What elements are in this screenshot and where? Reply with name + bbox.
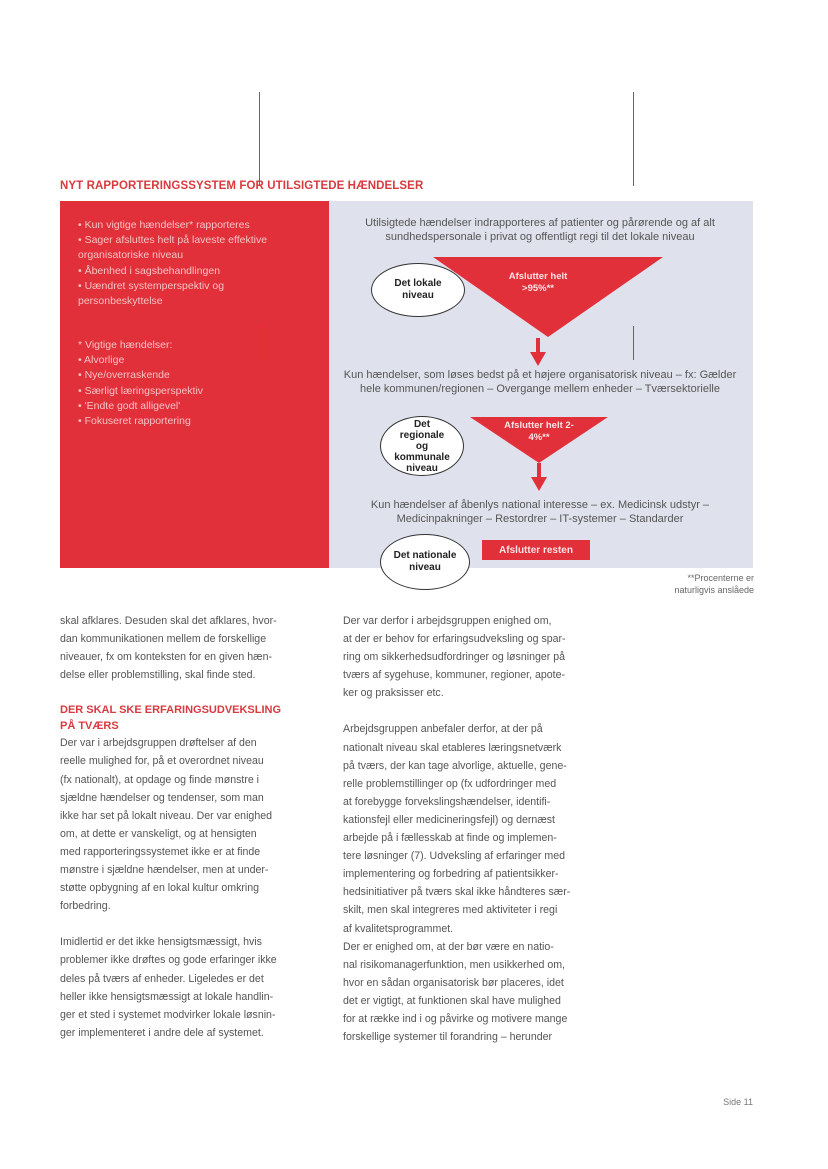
list-item: * Vigtige hændelser: (78, 339, 173, 351)
list-item: • Uændret systemperspektiv og (78, 279, 225, 292)
scan-line (633, 326, 634, 360)
paragraph: Der var i arbejdsgruppen drøftelser af den reelle mulighed for, på et overordnet niveau (fx nationalt), at opdage og finde mønstre i sjældne hændelser og tendenser, som man ikke har set på lokalt niveau. Der var enighed om, at dette er vanskeligt, og at hensigten med rapporteringssystemet ikke er at finde mønstre i sjældne hændelser, men at under- støtte opbygning af en lokal kultur omkring forbedring. (60, 737, 272, 913)
funnel-triangle-1 (433, 257, 663, 337)
section-heading: DER SKAL SKE ERFARINGSUDVEKSLING PÅ TVÆRS (60, 704, 282, 733)
page-number: Side 11 (723, 1097, 753, 1107)
principles-list (78, 218, 267, 309)
list-item: • 'Endte godt alligevel' (78, 399, 181, 412)
list-item: • Sager afsluttes helt på laveste effektive (78, 234, 268, 247)
list-item: • Alvorlige (78, 354, 125, 367)
list-item: personbeskyttelse (78, 295, 163, 308)
left-column (60, 612, 316, 1060)
level2-closes-label: Afslutter helt 2-4%** (504, 420, 574, 443)
escalation-text-2: Kun hændelser af åbenlys national interesse – ex. Medicinsk udstyr – Medicinpakninger – Restordrer – IT-systemer – Standarder (370, 499, 710, 525)
down-arrow-icon (530, 338, 546, 368)
list-item: • Særligt læringsperspektiv (78, 384, 204, 397)
paragraph: skal afklares. Desuden skal det afklares, hvor- dan kommunikationen mellem de forskellige niveauer, fx om konteksten for en given hæn- delse eller problemstilling, skal finde sted. (60, 615, 277, 682)
scan-line (259, 322, 260, 360)
escalation-text-1: Kun hændelser, som løses bedst på et højere organisatorisk niveau – fx: Gælder hele kommunen/regionen – Overgange mellem enheder – Tværsektorielle (343, 369, 737, 395)
paragraph: Imidlertid er det ikke hensigtsmæssigt, hvis problemer ikke drøftes og gode erfaringer ikke deles på tværs af enheder. Ligeledes er det heller ikke hensigtsmæssigt at lokale handlin- ger et sted i systemet modvirker lokale løsnin- ger implementeret i andre dele af systemet. (60, 936, 277, 1039)
level1-ellipse: Det lokale niveau (371, 263, 465, 317)
level1-closes-label: Afslutter helt >95%** (508, 271, 568, 294)
level2-ellipse: Det regionale og kommunale niveau (380, 416, 464, 476)
level3-ellipse: Det nationale niveau (380, 534, 470, 590)
list-item: • Nye/overraskende (78, 369, 170, 382)
reporting-text: Utilsigtede hændelser indrapporteres af patienter og pårørende og af alt sundhedspersonale i privat og offentligt regi til det lokale niveau (365, 217, 715, 243)
list-item: • Fokuseret rapportering (78, 415, 191, 428)
paragraph: Der var derfor i arbejdsgruppen enighed om, at der er behov for erfaringsudveksling og spar- ring om sikkerhedsudfordringer og løsninger på tværs af sygehuse, kommuner, regioner, apote- ker og praksisser etc. (343, 615, 566, 700)
paragraph: Der er enighed om, at der bør være en natio- nal risikomanagerfunktion, men usikkerhed om, hvor en sådan organisatorisk bør placeres, idet det er vigtigt, at funktionen skal have mulighed for at række ind i og påvirke og motivere mange forskellige systemer til forandring – herunder (343, 940, 568, 1044)
figure-title: NYT RAPPORTERINGSSYSTEM FOR UTILSIGTEDE HÆNDELSER (60, 180, 424, 192)
down-arrow-icon (531, 463, 547, 493)
footnote: **Procenterne er naturligvis anslåede (674, 573, 754, 595)
paragraph: Arbejdsgruppen anbefaler derfor, at der på nationalt niveau skal etableres læringsnetværk på tværs, der kan tage alvorlige, aktuelle, gene- relle problemstillinger op (fx udfordringer med at forebygge forvekslingshændelser, identifi- kationsfejl eller medicineringsfejl) og dernæst arbejde på i fællesskab at finde og implemen- tere løsninger (7). Udveksling af erfaringer med implementering og forbedring af patientsikker- hedsinitiativer på tværs skal ikke håndteres sær- skilt, men skal integreres med aktiviteter i regi af kvalitetsprogrammet. (343, 723, 571, 935)
right-column (343, 612, 623, 1064)
list-item: • Åbenhed i sagsbehandlingen (78, 264, 221, 277)
level3-closes-box: Afslutter resten (482, 540, 590, 560)
scan-line (259, 92, 260, 186)
important-events-list (78, 338, 203, 429)
scan-line (633, 92, 634, 186)
list-item: • Kun vigtige hændelser* rapporteres (78, 219, 250, 231)
list-item: organisatoriske niveau (78, 249, 184, 262)
